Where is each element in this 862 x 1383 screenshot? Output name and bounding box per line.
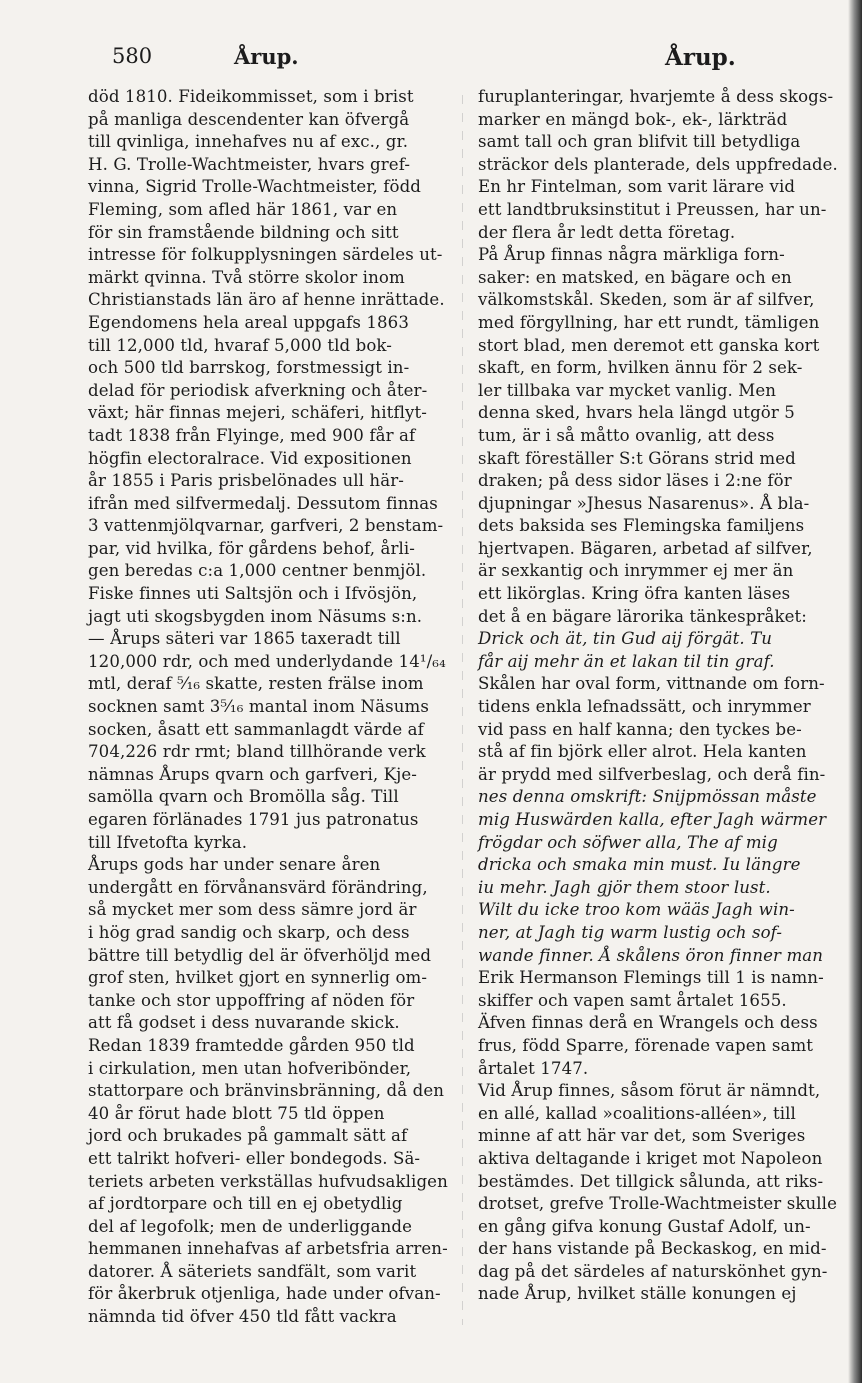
text-line: tadt 1838 från Flyinge, med 900 får af bbox=[88, 425, 416, 445]
page-number: 580 bbox=[112, 44, 153, 68]
text-line: död 1810. Fideikommisset, som i brist bbox=[88, 87, 414, 106]
text-line: för sin framstående bildning och sitt bbox=[88, 222, 399, 242]
text-line: dag på det särdeles af naturskönhet gyn- bbox=[478, 1261, 828, 1281]
text-line: Äfven finnas derå en Wrangels och dess bbox=[478, 1013, 818, 1033]
text-line: är sexkantig och inrymmer ej mer än bbox=[478, 561, 794, 581]
text-line: högfin electoralrace. Vid expositionen bbox=[88, 448, 412, 468]
text-line: ett talrikt hofveri- eller bondegods. Sä- bbox=[88, 1148, 421, 1168]
text-line: 3 vattenmjölqvarnar, garfveri, 2 benstam- bbox=[88, 516, 444, 536]
text-line: nämnas Årups qvarn och garfveri, Kje- bbox=[88, 764, 417, 784]
text-line: dets baksida ses Flemingska familjens bbox=[478, 516, 805, 536]
text-line: till 12,000 tld, hvaraf 5,000 tld bok- bbox=[88, 335, 392, 355]
text-line: minne af att här var det, som Sveriges bbox=[478, 1126, 806, 1146]
text-line: till qvinliga, innehafves nu af exc., gr. bbox=[88, 132, 409, 152]
text-line: Erik Hermanson Flemings till 1 is namn- bbox=[478, 968, 824, 988]
text-line: Egendomens hela areal uppgafs 1863 bbox=[88, 312, 409, 332]
text-line: hemmanen innehafvas af arbetsfria arren- bbox=[88, 1239, 448, 1259]
text-line: Christianstads län äro af henne inrättade. bbox=[88, 290, 445, 310]
text-line: växt; här finnas mejeri, schäferi, hitflyt- bbox=[88, 403, 427, 423]
text-line: saker: en matsked, en bägare och en bbox=[478, 267, 792, 287]
text-line: nade Årup, hvilket ställe konungen ej bbox=[478, 1284, 797, 1304]
text-line: egaren förlänades 1791 jus patronatus bbox=[88, 810, 419, 829]
text-line: ner, at Jagh tig warm lustig och sof- bbox=[478, 922, 783, 942]
text-line: Redan 1839 framtedde gården 950 tld bbox=[88, 1035, 415, 1055]
text-line: Skålen har oval form, vittnande om forn- bbox=[478, 674, 825, 694]
text-line: socknen samt 3⁵⁄₁₆ mantal inom Näsums bbox=[88, 697, 429, 717]
text-line: märkt qvinna. Två större skolor inom bbox=[88, 267, 405, 287]
text-line: socken, åsatt ett sammanlagdt värde af bbox=[88, 719, 424, 739]
text-line: ifrån med silfvermedalj. Dessutom finnas bbox=[88, 493, 438, 513]
text-line: par, vid hvilka, för gårdens behof, årli- bbox=[88, 538, 415, 558]
text-line: iu mehr. Jagh gjör them stoor lust. bbox=[478, 877, 771, 897]
text-line: vinna, Sigrid Trolle-Wachtmeister, född bbox=[88, 177, 422, 197]
text-line: Drick och ät, tin Gud aij förgät. Tu bbox=[478, 629, 773, 649]
text-line: denna sked, hvars hela längd utgör 5 bbox=[478, 403, 795, 423]
text-line: undergått en förvånansvärd förändring, bbox=[88, 877, 428, 897]
text-line: Årups gods har under senare åren bbox=[88, 855, 381, 875]
text-line: välkomstskål. Skeden, som är af silfver, bbox=[478, 290, 815, 310]
text-line: af jordtorpare och till en ej obetydlig bbox=[88, 1194, 403, 1214]
right-text-column bbox=[478, 86, 838, 1306]
text-line: är prydd med silfverbeslag, och derå fin- bbox=[478, 764, 826, 784]
running-title-left: Årup. bbox=[234, 44, 299, 69]
text-line: Fleming, som afled här 1861, var en bbox=[88, 199, 398, 219]
text-line: stattorpare och bränvinsbränning, då den bbox=[88, 1081, 445, 1101]
text-line: ett landtbruksinstitut i Preussen, har un- bbox=[478, 199, 827, 219]
text-line: samölla qvarn och Bromölla såg. Till bbox=[88, 787, 399, 807]
text-line: datorer. Å säteriets sandfält, som varit bbox=[88, 1261, 417, 1281]
text-line: dricka och smaka min must. Iu längre bbox=[478, 855, 801, 875]
text-line: en allé, kallad »coalitions-alléen», till bbox=[478, 1103, 796, 1123]
text-line: frus, född Sparre, förenade vapen samt bbox=[478, 1035, 814, 1055]
text-line: samt tall och gran blifvit till betydliga bbox=[478, 132, 801, 152]
text-line: i hög grad sandig och skarp, och dess bbox=[88, 922, 410, 942]
page-header bbox=[0, 44, 862, 74]
text-line: Vid Årup finnes, såsom förut är nämndt, bbox=[478, 1081, 821, 1101]
text-line: grof sten, hvilket gjort en synnerlig om- bbox=[88, 968, 428, 988]
text-line: frögdar och söfwer alla, The af mig bbox=[478, 832, 778, 852]
text-line: En hr Fintelman, som varit lärare vid bbox=[478, 177, 796, 197]
text-line: der hans vistande på Beckaskog, en mid- bbox=[478, 1239, 827, 1259]
text-line: intresse för folkupplysningen särdeles ut- bbox=[88, 245, 443, 265]
text-line: i cirkulation, men utan hofveribönder, bbox=[88, 1058, 412, 1078]
text-line: aktiva deltagande i kriget mot Napoleon bbox=[478, 1148, 823, 1168]
text-line: Fiske finnes uti Saltsjön och i Ifvösjön, bbox=[88, 584, 418, 604]
text-line: draken; på dess sidor läses i 2:ne för bbox=[478, 471, 792, 491]
text-line: På Årup finnas några märkliga forn- bbox=[478, 245, 785, 265]
text-line: tidens enkla lefnadssätt, och inrymmer bbox=[478, 697, 811, 717]
page-edge-shadow bbox=[848, 0, 862, 1383]
text-line: stå af fin björk eller alrot. Hela kanten bbox=[478, 742, 807, 762]
text-line: skaft, en form, hvilken ännu för 2 sek- bbox=[478, 358, 803, 378]
text-line: och 500 tld barrskog, forstmessigt in- bbox=[88, 358, 410, 378]
text-line: stort blad, men deremot ett ganska kort bbox=[478, 335, 820, 355]
text-line: mig Huswärden kalla, efter Jagh wärmer bbox=[478, 810, 827, 829]
text-line: furuplanteringar, hvarjemte å dess skogs- bbox=[478, 87, 834, 106]
text-line: 704,226 rdr rmt; bland tillhörande verk bbox=[88, 742, 426, 762]
text-line: Wilt du icke troo kom wääs Jagh win- bbox=[478, 900, 795, 920]
text-line: skiffer och vapen samt årtalet 1655. bbox=[478, 990, 787, 1010]
text-line: mtl, deraf ⁵⁄₁₆ skatte, resten frälse inom bbox=[88, 674, 424, 694]
text-line: nes denna omskrift: Snijpmössan måste bbox=[478, 787, 817, 807]
text-line: tanke och stor uppoffring af nöden för bbox=[88, 990, 415, 1010]
text-line: bättre till betydlig del är öfverhöljd med bbox=[88, 945, 432, 965]
text-line: teriets arbeten verkställas hufvudsakligen bbox=[88, 1171, 448, 1191]
text-line: jagt uti skogsbygden inom Näsums s:n. bbox=[88, 606, 423, 626]
text-line: H. G. Trolle-Wachtmeister, hvars gref- bbox=[88, 154, 411, 174]
text-line: 40 år förut hade blott 75 tld öppen bbox=[88, 1103, 385, 1123]
text-line: hjertvapen. Bägaren, arbetad af silfver, bbox=[478, 538, 813, 558]
text-line: på manliga descendenter kan öfvergå bbox=[88, 109, 410, 129]
text-line: skaft föreställer S:t Görans strid med bbox=[478, 448, 796, 468]
text-line: med förgyllning, har ett rundt, tämligen bbox=[478, 312, 820, 332]
text-line: det å en bägare lärorika tänkespråket: bbox=[478, 606, 807, 626]
column-divider bbox=[462, 95, 463, 1325]
text-line: marker en mängd bok-, ek-, lärkträd bbox=[478, 109, 788, 129]
text-line: nämnda tid öfver 450 tld fått vackra bbox=[88, 1307, 397, 1327]
text-line: wande finner. Å skålens öron finner man bbox=[478, 945, 824, 965]
text-line: del af legofolk; men de underliggande bbox=[88, 1216, 412, 1236]
text-line: årtalet 1747. bbox=[478, 1058, 589, 1078]
text-line: till Ifvetofta kyrka. bbox=[88, 832, 248, 852]
running-title-right: Årup. bbox=[665, 44, 736, 71]
text-line: der flera år ledt detta företag. bbox=[478, 222, 736, 242]
text-line: för åkerbruk otjenliga, hade under ofvan- bbox=[88, 1284, 441, 1304]
text-line: att få godset i dess nuvarande skick. bbox=[88, 1013, 400, 1033]
text-line: ett likörglas. Kring öfra kanten läses bbox=[478, 584, 791, 604]
text-line: — Årups säteri var 1865 taxeradt till bbox=[88, 629, 401, 649]
text-line: tum, är i så måtto ovanlig, att dess bbox=[478, 425, 775, 445]
text-line: bestämdes. Det tillgick sålunda, att riks- bbox=[478, 1171, 824, 1191]
text-line: delad för periodisk afverkning och åter- bbox=[88, 380, 428, 400]
text-line: drotset, grefve Trolle-Wachtmeister skulle bbox=[478, 1194, 837, 1214]
text-line: så mycket mer som dess sämre jord är bbox=[88, 900, 417, 920]
text-line: vid pass en half kanna; den tyckes be- bbox=[478, 719, 802, 739]
left-text-column bbox=[88, 86, 448, 1329]
text-line: djupningar »Jhesus Nasarenus». Å bla- bbox=[478, 493, 810, 513]
text-line: jord och brukades på gammalt sätt af bbox=[88, 1126, 408, 1146]
text-line: 120,000 rdr, och med underlydande 14¹/₆₄ bbox=[88, 651, 446, 671]
text-line: ler tillbaka var mycket vanlig. Men bbox=[478, 380, 777, 400]
text-line: får aij mehr än et lakan til tin graf. bbox=[478, 651, 775, 671]
text-line: gen beredas c:a 1,000 centner benmjöl. bbox=[88, 561, 427, 581]
text-line: år 1855 i Paris prisbelönades ull här- bbox=[88, 471, 404, 491]
text-line: en gång gifva konung Gustaf Adolf, un- bbox=[478, 1216, 811, 1236]
text-line: sträckor dels planterade, dels uppfredade. bbox=[478, 154, 838, 174]
